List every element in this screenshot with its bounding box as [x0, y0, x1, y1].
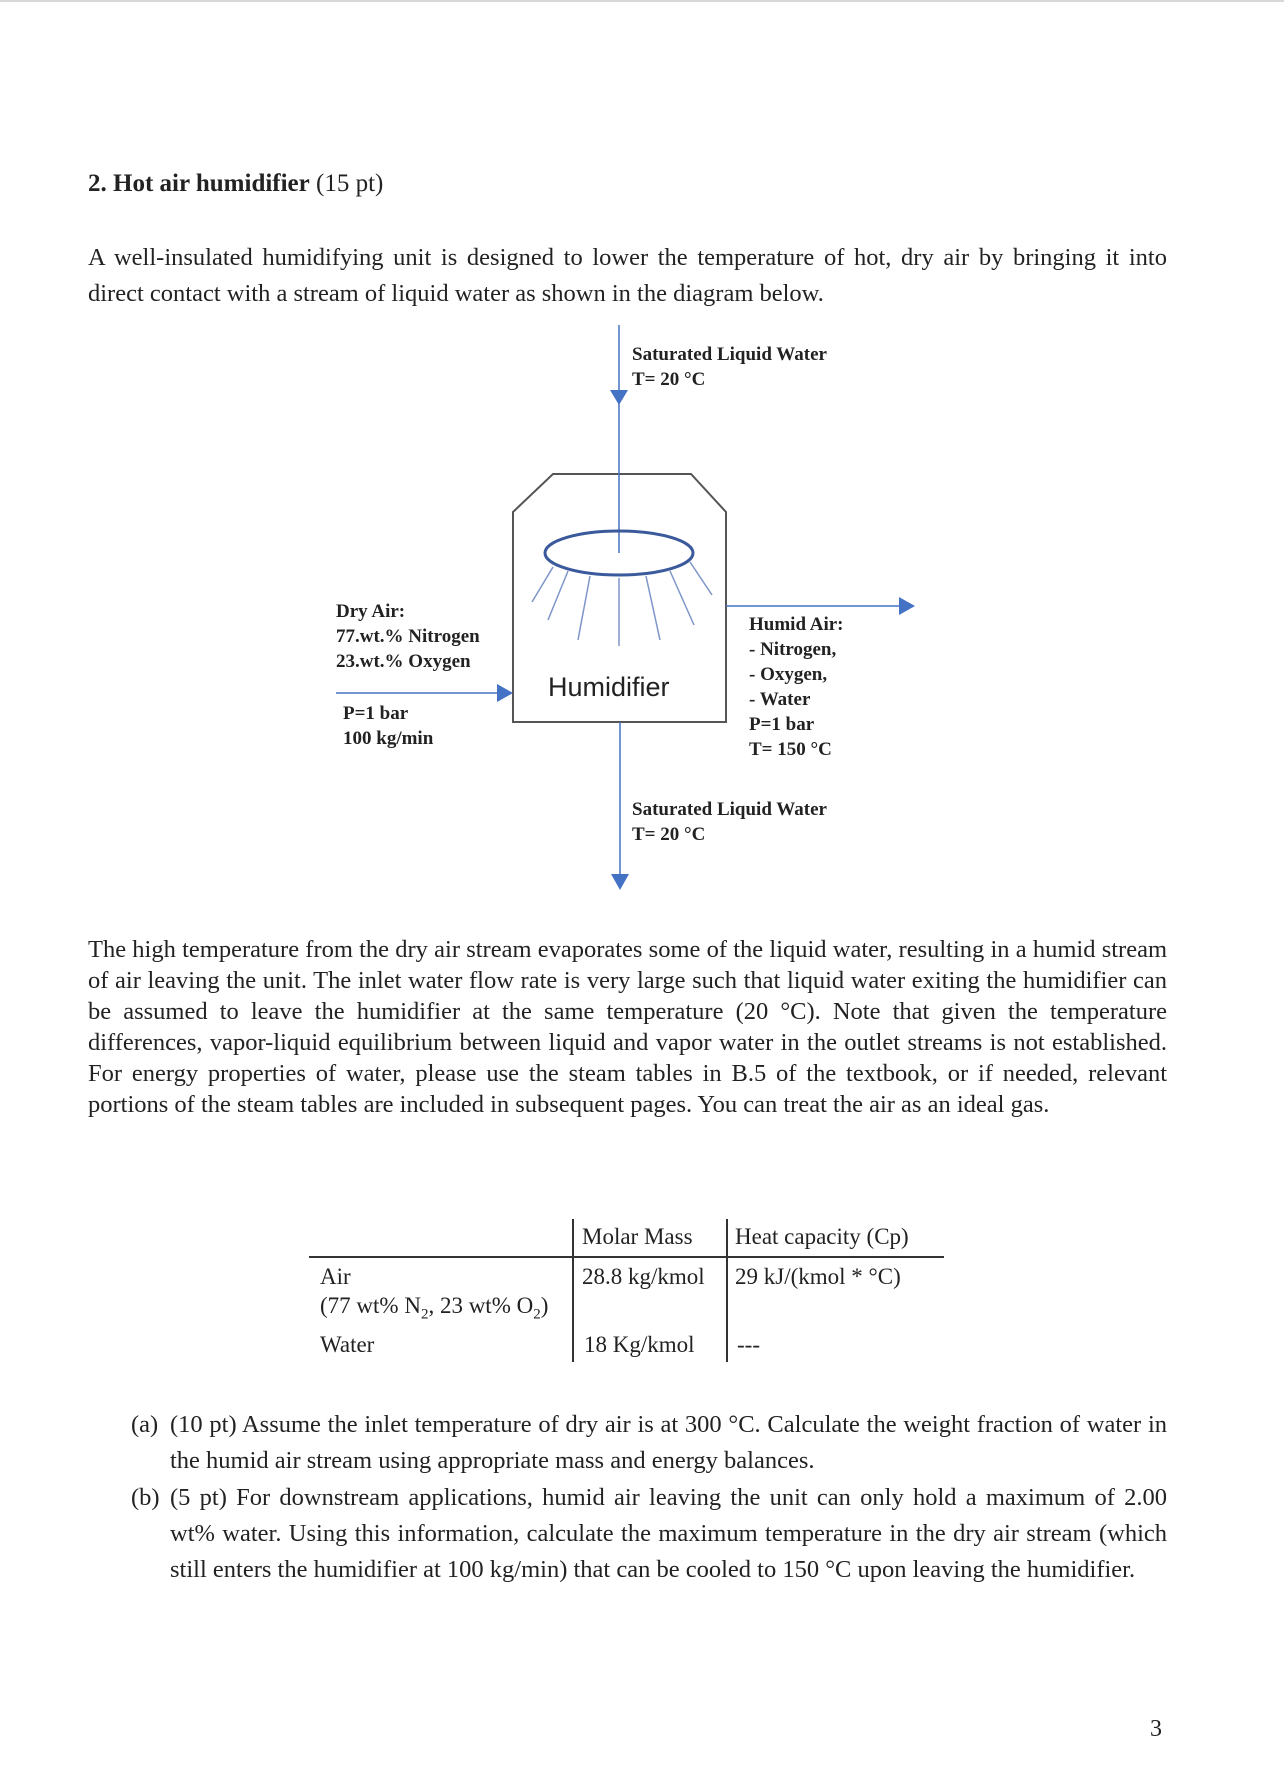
question-a-label: (a) [131, 1411, 159, 1438]
question-a-text: (10 pt) Assume the inlet temperature of dry air is at 300 °C. Calculate the weight fraction of water in the humid air stream using appropriate mass and energy balances. [170, 1411, 1167, 1474]
row-water-molar-mass: 18 Kg/kmol [584, 1332, 695, 1357]
humidifier-label: Humidifier [548, 672, 670, 702]
dry-air-composition [336, 599, 480, 674]
water-inlet-arrow [610, 390, 628, 405]
table-column-divider [572, 1219, 574, 1362]
row-water-cp: --- [737, 1332, 760, 1357]
dry-air-flow: 100 kg/min [343, 728, 434, 749]
header-molar-mass: Molar Mass [582, 1224, 693, 1249]
problem-points: (15 pt) [316, 170, 384, 197]
water-inlet-title: Saturated Liquid Water [632, 344, 827, 365]
humid-air-temp: T= 150 °C [749, 739, 832, 760]
row-air-composition: (77 wt% $N_2$, 23 wt% $O_2$) [320, 1293, 549, 1323]
water-outlet-arrow [611, 874, 629, 890]
page-number: 3 [1150, 1716, 1162, 1742]
header-heat-capacity: Heat capacity (Cp) [735, 1224, 909, 1249]
intro-paragraph: A well-insulated humidifying unit is designed to lower the temperature of hot, dry air by bringing it into direct contact with a stream of liquid water as shown in the diagram below. [88, 244, 1167, 307]
humid-air-water: - Water [749, 689, 811, 710]
body-paragraph: The high temperature from the dry air stream evaporates some of the liquid water, resulting in a humid stream of air leaving the unit. The inlet water flow rate is very large such that liquid water exiting the humidifier can be assumed to leave the humidifier at the same temperature (20 °C). Note that given the temperature differences, vapor-liquid equilibrium between liquid and vapor water in the outlet streams is not established. For energy properties of water, please use the steam tables in B.5 of the textbook, or if needed, relevant portions of the steam tables are included in subsequent pages. You can treat the air as an ideal gas. [88, 936, 1167, 1118]
row-air-name: Air [320, 1264, 351, 1289]
row-air-molar-mass: 28.8 kg/kmol [582, 1264, 705, 1289]
dry-air-inlet-arrow [497, 684, 513, 702]
table-column-divider [726, 1219, 728, 1362]
humid-air-nitrogen: - Nitrogen, [749, 639, 837, 660]
water-outlet-title: Saturated Liquid Water [632, 799, 827, 820]
humid-air-outlet-arrow [899, 597, 915, 615]
row-water-name: Water [320, 1332, 375, 1357]
humid-air-title: Humid Air: [749, 614, 844, 635]
water-inlet-temp: T= 20 °C [632, 369, 706, 390]
dry-air-pressure: P=1 bar [343, 703, 409, 724]
dry-air-oxygen: 23.wt.% Oxygen [336, 651, 471, 672]
water-inlet-label [632, 342, 827, 392]
humid-air-pressure: P=1 bar [749, 714, 815, 735]
dry-air-conditions [343, 701, 433, 751]
dry-air-title: Dry Air: [336, 601, 406, 622]
row-air-cp: 29 kJ/(kmol * °C) [735, 1264, 901, 1289]
water-outlet-temp: T= 20 °C [632, 824, 706, 845]
question-b-label: (b) [131, 1484, 160, 1511]
table-header-rule [309, 1256, 944, 1258]
dry-air-nitrogen: 77.wt.% Nitrogen [336, 626, 480, 647]
water-outlet-label [632, 797, 827, 847]
humid-air-label [749, 612, 843, 762]
question-b-text: (5 pt) For downstream applications, humid air leaving the unit can only hold a maximum of 2.00 wt% water. Using this information, calculate the maximum temperature in the dry air stream (which still enters the humidifier at 100 kg/min) that can be cooled to 150 °C upon leaving the humidifier. [170, 1484, 1167, 1583]
humid-air-oxygen: - Oxygen, [749, 664, 828, 685]
problem-title: 2. Hot air humidifier [88, 170, 310, 197]
